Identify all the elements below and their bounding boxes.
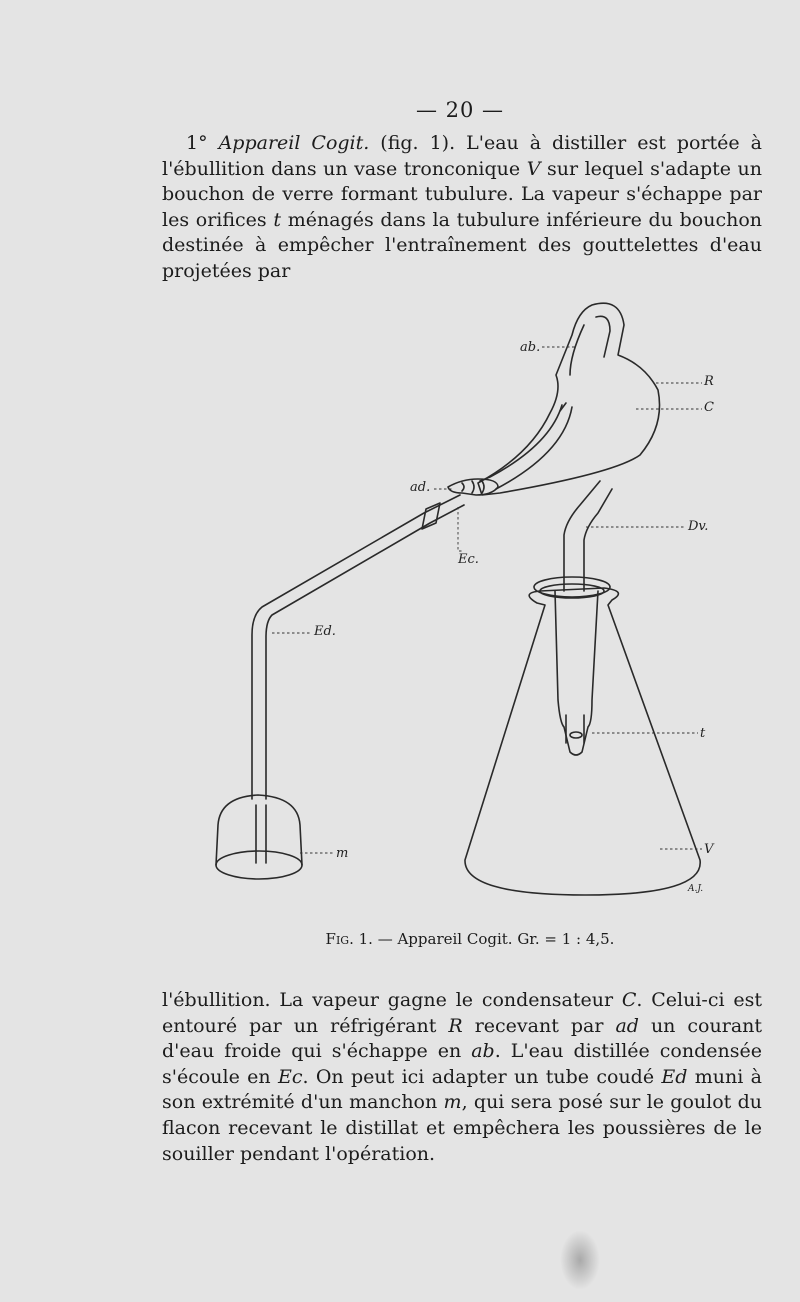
figure-apparatus	[200, 295, 740, 915]
para1-text-a: (fig. 1). L'eau à distiller est portée à l'ébullition dans un vase tronconique	[162, 132, 762, 180]
para2-text-a: l'ébullition. La vapeur gagne le condensateur	[162, 989, 622, 1011]
para2-text-d: un courant d'eau froide qui s'échappe en	[162, 1014, 763, 1063]
ink-smudge	[560, 1230, 600, 1290]
para2-text-g: muni à son extrémité d'un manchon	[162, 1065, 762, 1114]
caption-text: — Appareil Cogit. Gr. = 1 : 4,5.	[372, 930, 615, 948]
para1-text-c: ménagés dans la tubulure inférieure du bouchon destinée à empêcher l'entraînement des gouttelettes d'eau projetées par	[162, 208, 762, 282]
para2-var-ed: Ed	[661, 1065, 688, 1088]
figure-caption	[0, 930, 800, 948]
vapour-tube-dv	[564, 481, 612, 591]
para2-text-e: . L'eau distillée condensée s'écoule en	[162, 1040, 762, 1088]
para2-text-f: . On peut ici adapter un tube coudé	[302, 1065, 662, 1088]
para2-var-ad: ad	[615, 1014, 639, 1037]
para2-text-b: . Celui-ci est entouré par un réfrigérant	[162, 989, 762, 1037]
delivery-tube-ed	[252, 495, 464, 799]
condenser-c	[480, 403, 572, 489]
label-t: t	[700, 726, 706, 741]
label-r: R	[704, 374, 714, 389]
para1-prefix: 1°	[186, 132, 219, 154]
para2-text-c: recevant par	[462, 1014, 616, 1037]
flask-v	[465, 577, 700, 895]
para2-var-c: C	[621, 989, 637, 1011]
caption-fig-number: Fig. 1.	[325, 930, 373, 948]
label-m: m	[336, 846, 349, 861]
label-ab: ab.	[520, 340, 541, 355]
para1-text-b: sur lequel s'adapte un bouchon de verre formant tubulure. La vapeur s'échappe par les orifices	[162, 157, 763, 231]
label-c: C	[704, 400, 714, 415]
para1-title: Appareil Cogit.	[218, 132, 370, 154]
artist-signature: A.J.	[688, 884, 704, 894]
stopper-tubulure	[555, 591, 598, 755]
para2-var-m: m	[443, 1091, 462, 1114]
label-dv: Dv.	[688, 519, 709, 534]
para1-var-v: V	[526, 157, 541, 180]
para1-var-t: t	[273, 208, 282, 231]
label-v: V	[704, 842, 714, 857]
label-ed: Ed.	[314, 624, 336, 639]
para2-text-h: , qui sera posé sur le goulot du flacon recevant le distillat et empêchera les poussières de le souiller pendant l'opération.	[162, 1091, 762, 1165]
para2-var-r: R	[448, 1014, 463, 1037]
para2-var-ab: ab	[471, 1040, 495, 1063]
paragraph-continuation	[162, 988, 762, 1167]
para2-var-ec: Ec	[277, 1065, 303, 1088]
apparatus-drawing	[200, 295, 740, 915]
label-ec: Ec.	[458, 552, 479, 567]
refrigerant-r	[478, 303, 660, 495]
paragraph-appareil-cogit	[162, 131, 762, 285]
manchon-m	[216, 795, 302, 879]
water-inlet-ad	[448, 479, 498, 495]
label-ad: ad.	[410, 480, 431, 495]
page-number: — 20 —	[415, 98, 505, 122]
